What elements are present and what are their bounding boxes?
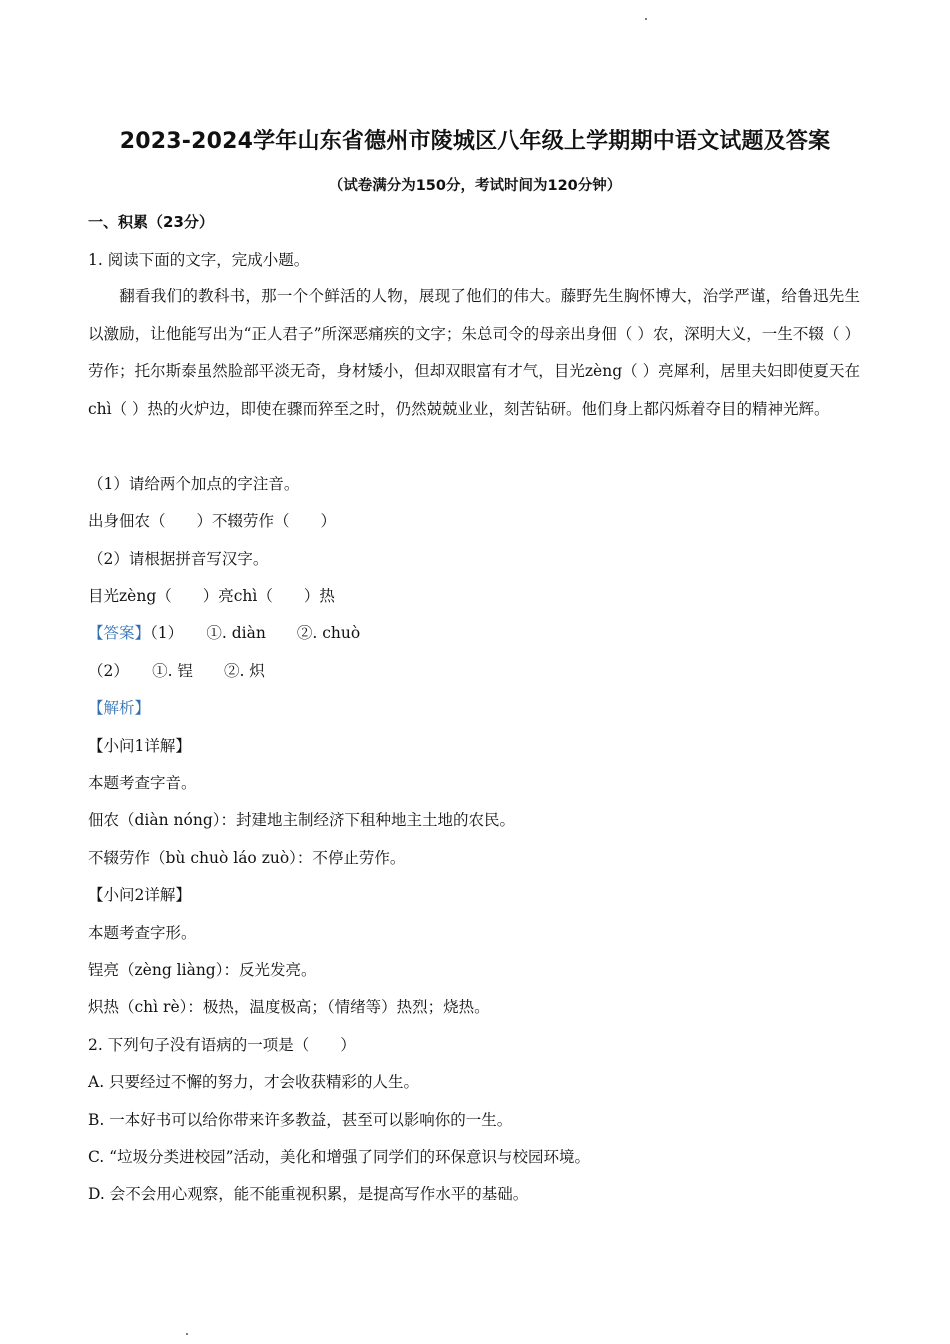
answer-label: 【答案】 <box>88 624 151 642</box>
detail-2-label: 【小问2详解】 <box>88 886 191 904</box>
detail-1-line: 本题考查字音。 <box>88 774 197 792</box>
question-1-passage <box>88 278 860 428</box>
option-b: B. 一本好书可以给你带来许多教益，甚至可以影响你的一生。 <box>88 1111 513 1129</box>
section-heading: 一、积累（23分） <box>88 213 214 231</box>
exam-info: （试卷满分为150分，考试时间为120分钟） <box>328 178 622 194</box>
question-2-prompt: 2. 下列句子没有语病的一项是（ ） <box>88 1036 356 1054</box>
sub-question-2-items: 目光zèng（ ）亮chì（ ）热 <box>88 587 335 605</box>
sub-question-1: （1）请给两个加点的字注音。 <box>88 475 300 493</box>
detail-1-label: 【小问1详解】 <box>88 737 191 755</box>
analysis-label: 【解析】 <box>88 699 151 717</box>
answer-1-text: （1） ①. diàn ②. chuò <box>150 624 361 642</box>
page-title: 2023-2024学年山东省德州市陵城区八年级上学期期中语文试题及答案 <box>119 129 831 154</box>
question-1-prompt: 1. 阅读下面的文字，完成小题。 <box>88 251 310 269</box>
detail-1-line: 佃农（diàn nóng）：封建地主制经济下租种地主土地的农民。 <box>88 811 516 829</box>
detail-2-line: 本题考查字形。 <box>88 924 197 942</box>
page-mark-bottom <box>186 1333 188 1335</box>
sub-question-2: （2）请根据拼音写汉字。 <box>88 550 269 568</box>
sub-question-1-items: 出身佃农（ ）不辍劳作（ ） <box>88 512 337 530</box>
option-c: C. “垃圾分类进校园”活动，美化和增强了同学们的环保意识与校园环境。 <box>88 1148 591 1166</box>
answer-line-1 <box>88 621 360 643</box>
answer-2-text: （2） ①. 锃 ②. 炽 <box>88 662 265 680</box>
page-mark-top <box>645 18 647 20</box>
detail-1-line: 不辍劳作（bù chuò láo zuò）：不停止劳作。 <box>88 849 406 867</box>
detail-2-line: 锃亮（zèng liàng）：反光发亮。 <box>88 961 317 979</box>
passage-text: 翻看我们的教科书，那一个个鲜活的人物，展现了他们的伟大。藤野先生胸怀博大，治学严谨，给鲁迅先生以激励，让他能写出为“正人君子”所深恶痛疾的文字；朱总司令的母亲出身佃（ ）农，深明大义，一生不辍（ ）劳作；托尔斯泰虽然脸部平淡无奇，身材矮小，但却双眼富有才气，目光zèng（ ）亮犀利，居里夫妇即使夏天在chì（ ）热的火炉边，即使在骤而猝至之时，仍然兢兢业业，刻苦钻研。他们身上都闪烁着夺目的精神光辉。 <box>88 287 860 418</box>
option-d: D. 会不会用心观察，能不能重视积累，是提高写作水平的基础。 <box>88 1185 529 1203</box>
detail-2-line: 炽热（chì rè）：极热，温度极高；（情绪等）热烈；烧热。 <box>88 998 490 1016</box>
option-a: A. 只要经过不懈的努力，才会收获精彩的人生。 <box>88 1073 420 1091</box>
